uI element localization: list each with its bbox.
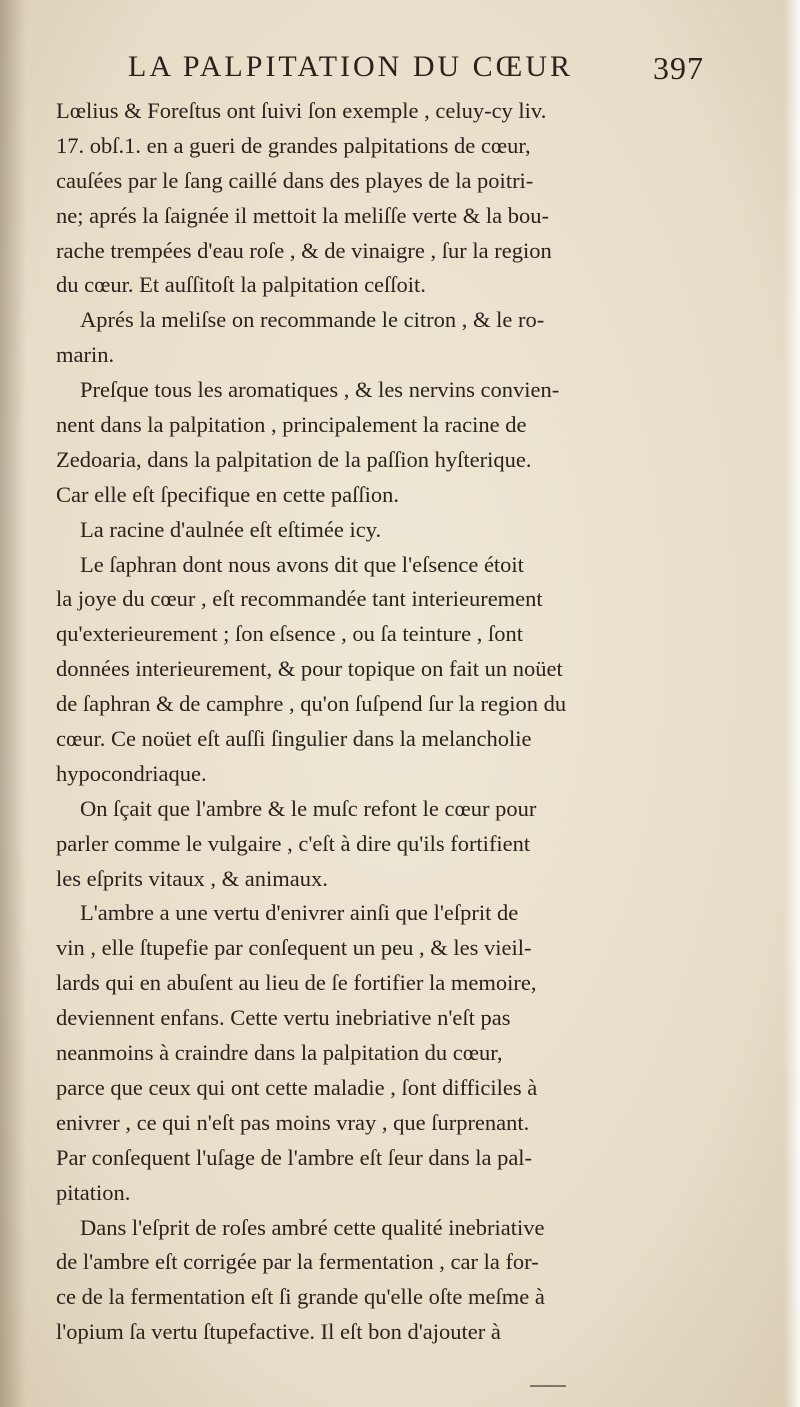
text-line: vin , elle ſtupefie par conſequent un peu , & les vieil- bbox=[56, 935, 532, 961]
text-line: L'ambre a une vertu d'enivrer ainſi que l'eſprit de bbox=[80, 900, 519, 926]
text-line: données interieurement, & pour topique on fait un noüet bbox=[56, 656, 563, 682]
page-edge bbox=[784, 0, 800, 1407]
text-line: Dans l'eſprit de roſes ambré cette qualité inebriative bbox=[80, 1214, 545, 1240]
text-line: enivrer , ce qui n'eſt pas moins vray , que ſurprenant. bbox=[56, 1109, 530, 1135]
ink-mark bbox=[530, 1385, 566, 1387]
text-line: nent dans la palpitation , principalement la racine de bbox=[56, 412, 527, 438]
text-line: hypocondriaque. bbox=[56, 760, 207, 786]
text-line: du cœur. Et auſſitoſt la palpitation ceſſoit. bbox=[56, 272, 426, 298]
text-line: de ſaphran & de camphre , qu'on ſuſpend ſur la region du bbox=[56, 691, 567, 717]
text-line: neanmoins à craindre dans la palpitation du cœur, bbox=[56, 1040, 503, 1066]
text-line: les eſprits vitaux , & animaux. bbox=[56, 865, 328, 891]
text-line: qu'exterieurement ; ſon eſsence , ou ſa teinture , ſont bbox=[56, 621, 524, 647]
text-line: Zedoaria, dans la palpitation de la paſſion hyſterique. bbox=[56, 446, 532, 472]
text-line: ne; aprés la ſaignée il mettoit la meliſſe verte & la bou- bbox=[56, 202, 549, 228]
text-line: Car elle eſt ſpecifique en cette paſſion. bbox=[56, 481, 399, 507]
text-line: Preſque tous les aromatiques , & les nervins convien- bbox=[80, 377, 560, 403]
text-line: Lœlius & Foreſtus ont ſuivi ſon exemple , celuy-cy liv. bbox=[56, 98, 547, 123]
text-line: de l'ambre eſt corrigée par la fermentation , car la for- bbox=[56, 1249, 539, 1275]
text-line: Aprés la meliſse on recommande le citron , & le ro- bbox=[80, 307, 545, 333]
gutter-shadow bbox=[0, 0, 26, 1407]
text-line: marin. bbox=[56, 342, 115, 368]
text-line: cauſées par le ſang caillé dans des playes de la poitri- bbox=[56, 167, 534, 193]
text-line: rache trempées d'eau roſe , & de vinaigre , ſur la region bbox=[56, 237, 552, 263]
text-line: cœur. Ce noüet eſt auſſi ſingulier dans la melancholie bbox=[56, 726, 532, 752]
text-line: parler comme le vulgaire , c'eſt à dire qu'ils fortifient bbox=[56, 830, 531, 856]
text-line: ce de la fermentation eſt ſi grande qu'elle oſte meſme à bbox=[56, 1284, 545, 1310]
text-line: 17. obſ.1. en a gueri de grandes palpitations de cœur, bbox=[56, 132, 531, 158]
text-line: Le ſaphran dont nous avons dit que l'eſsence étoit bbox=[80, 551, 524, 577]
text-line: parce que ceux qui ont cette maladie , ſont difficiles à bbox=[56, 1074, 538, 1100]
text-line: Par conſequent l'uſage de l'ambre eſt ſeur dans la pal- bbox=[56, 1144, 533, 1170]
page-number: 397 bbox=[653, 50, 704, 86]
text-line: l'opium ſa vertu ſtupefactive. Il eſt bon d'ajouter à bbox=[56, 1319, 501, 1345]
text-line: On ſçait que l'ambre & le muſc refont le cœur pour bbox=[80, 795, 537, 821]
running-header bbox=[128, 50, 704, 92]
body-text bbox=[56, 94, 706, 1350]
text-line: deviennent enfans. Cette vertu inebriative n'eſt pas bbox=[56, 1005, 511, 1031]
text-line: la joye du cœur , eſt recommandée tant interieurement bbox=[56, 586, 543, 612]
text-line: lards qui en abuſent au lieu de ſe fortifier la memoire, bbox=[56, 970, 537, 996]
running-title: LA PALPITATION DU CŒUR bbox=[128, 50, 574, 83]
text-line: pitation. bbox=[56, 1179, 131, 1205]
text-line: La racine d'aulnée eſt eſtimée icy. bbox=[80, 516, 382, 542]
